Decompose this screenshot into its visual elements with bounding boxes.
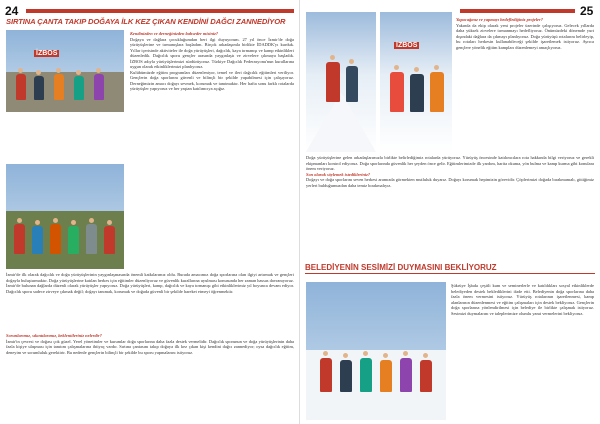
answer-2: İzmir'in çevresi ve doğası çok güzel. Yerel yönetimler ve kurumlar doğa sporlarına daha fazla destek vermelidir. Dağcılık sporunun ve doğa yürüyüşlerinin daha fazla kişiye ulaşması için tanıtım çalışmalarına ihtiyaç vardır. Sırtına çantasını takıp doğaya ilk kez çıkan kişi kendini dağcı zannediyor; oysa dağcılık eğitim, deneyim ve sorumluluk gerektirir. Bu nedenle gençlerin bilinçli bir şekilde bu sporu yapmalarını istiyoruz. <box>6 338 294 355</box>
page-number-right: 25 <box>580 4 594 18</box>
question-1: Kendinizden ve derneğinizden bahseder misiniz? <box>130 31 219 36</box>
answer-3: Yakında da ekip olarak yeni projeler üzerinde çalışıyoruz. Gelecek yıllarda daha yüksek zirvelere tırmanmayı hedefliyoruz. Önümüzdeki dönemde yurt dışındaki dağlara da çıkmayı planlıyoruz. Doğa yürüyüşü rotalarını belirleyip, bu rotaları herkesin kullanabileceği şekilde işaretlemek istiyoruz. Ayrıca gençlere yönelik eğitim kampları düzenlemeyi amaçlıyoruz. <box>456 22 594 50</box>
projects-column <box>456 17 594 152</box>
header-bar-right <box>460 9 575 13</box>
paragraph-3: Doğa yürüyüşlerine gelen arkadaşlarımızla birlikte belirlediğimiz rotalarda yürüyoruz. Yürüyüş öncesinde katılımcılara rota hakkında bilgi veriyoruz ve gerekli ekipmanları kontrol ediyoruz. Doğa sporlarında güvenlik her şeyden önce gelir. Eğitimlerimizde ilk yardım, harita okuma, yön bulma ve kamp kurma gibi konulara önem veriyoruz. <box>306 155 594 171</box>
answer-1-continued: Kulübümüzde eğitim programları düzenleniyor, temel ve ileri dağcılık eğitimleri veriliyor. Gençlerin doğa sporlarını güvenli ve bilinçli bir şekilde yapabilmesi için çalışıyoruz. Derneğimizin amacı doğayı sevmek, korumak ve tanıtmaktır. Her hafta sonu farklı rotalarda yürüyüşler yapıyoruz ve her yaştan katılımcıya açığız. <box>130 69 294 91</box>
question-2: Sorunlarımız, sıkıntılarımız, beklentileriniz nelerdir? <box>6 333 102 338</box>
page-number-left: 24 <box>5 4 19 18</box>
photo-banner: İZBOS <box>36 50 58 57</box>
sidebar-section-header <box>305 263 595 279</box>
sidebar-text: Şükrüye İşbakı çeşitli kum ve seminerlerle ve katıldıkları sosyal etkinliklerde belediyeden destek beklediklerini ifade etti. Belediyenin doğa sporlarına daha fazla önem vermesini istiyoruz. Yürüyüş rotalarının işaretlenmesi, kamp alanlarının düzenlenmesi ve eğitim çalışmaları için destek bekliyoruz. Gençlerin doğa sporlarına yönlendirilmesi için belediye ile birlikte çalışmak istiyoruz. Sesimizi duymalarını ve taleplerimize olumlu yanıt vermelerini bekliyoruz. <box>451 283 594 316</box>
article-headline: SIRTINA ÇANTA TAKIP DOĞAYA İLK KEZ ÇIKAN KENDİNİ DAĞCI ZANNEDİYOR <box>6 17 286 26</box>
snow-group-photo <box>306 282 446 420</box>
question-4: Son olarak söylemek istedikleriniz? <box>306 171 371 177</box>
paragraph-2: İzmir'de bulunan dağlarda düzenli olarak yürüyüşler yapıyoruz. Doğa yürüyüşleri, kamp, dağcılık ve kaya tırmanışı gibi etkinliklerimiz yıl boyunca devam ediyor. Dağcılık sporu sadece zirveye çıkmak değil; doğayı tanımak, korumak ve doğada güvenli bir şekilde hareket etmeyi öğrenmektir. <box>6 283 294 294</box>
sidebar-headline: BELEDİYENİN SESİMİZİ DUYMASINI BEKLİYORUZ <box>305 263 497 272</box>
header-bar <box>26 9 294 13</box>
answer-1: Doğaya ve dağlara çocukluğumdan beri ilgi duyuyorum. 27 yıl önce İzmir'de doğa yürüyüşlerine ve tırmanışlara başladım. Birçok arkadaşımla birlikte İDADDK'yı kurduk. Yıllar içerisinde aktiviteler ile doğa yürüyüşleri, dağcılık, kaya tırmanışı ve kamp etkinlikleri düzenledik. Dağcılık sporu gençler arasında yaygınlaştı ve zirvelere çıkmaya başladık. İZBOS adıyla yürüyüşlerimizi sürdürüyoruz. Türkiye Dağcılık Federasyonu'nun kurallarına uygun olarak etkinliklerimizi planlıyoruz. <box>130 36 294 69</box>
section-rule <box>305 273 595 274</box>
group-photo-bottom <box>6 164 124 269</box>
article-fullwidth-2 <box>6 333 294 419</box>
question-3: Yapacağınız ve yapmayı hedeflediğiniz projeler? <box>456 17 543 22</box>
article-column-right <box>130 31 294 269</box>
sidebar-article <box>451 283 594 420</box>
article-fullwidth-1 <box>6 272 294 332</box>
summit-photo-1 <box>306 12 376 152</box>
paragraph-1: İzmir'de ilk olarak dağcılık ve doğa yürüyüşlerinin yaygınlaşmasında önemli katkılarımız oldu. Burada amacımız doğa sporlarına olan ilgiyi artırmak ve gençleri doğayla buluşturmaktır. Doğa yürüyüşlerine katılan herkes için eğitimler düzenliyoruz ve güvenlik kurallarına uyulması konusunda her zaman hassas davranıyoruz. <box>6 272 294 283</box>
summit-photo-2 <box>380 12 452 152</box>
group-photo-top <box>6 30 124 112</box>
article-fullwidth-3 <box>306 155 594 255</box>
answer-4: Doğayı ve doğa sporlarını seven herkesi aramızda görmekten mutluluk duyarız. Doğayı korumak hepimizin görevidir. Çöplerimizi doğada bırakmamalı, gittiğimiz yerleri bulduğumuzdan daha temiz bırakmalıyız. <box>306 177 594 188</box>
photo-banner-2: İZBOS <box>396 42 418 49</box>
